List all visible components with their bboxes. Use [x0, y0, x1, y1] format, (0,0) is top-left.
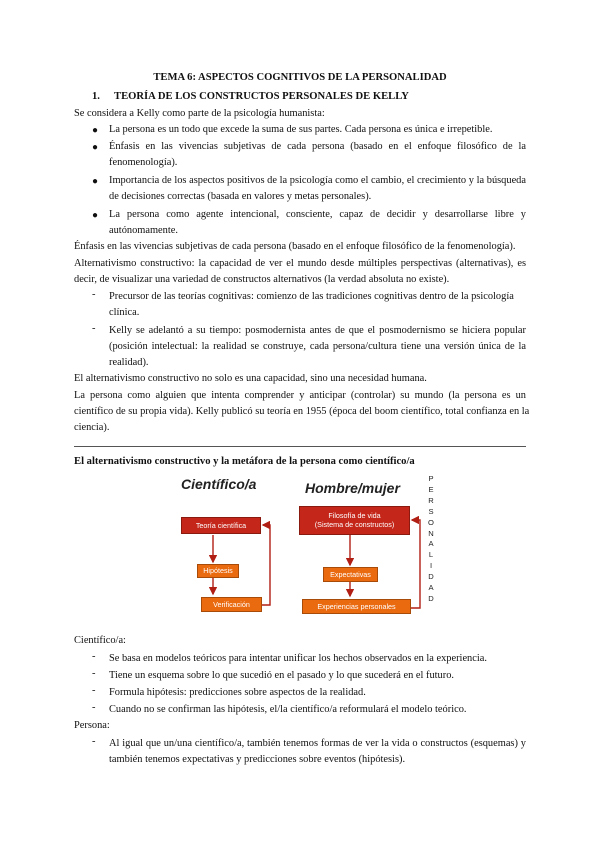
dash-marker: - — [92, 289, 96, 300]
paragraph-enfasis: Énfasis en las vivencias subjetivas de cada persona (basado en el enfoque filosófico de la fenomenología). — [74, 241, 516, 252]
page-title: TEMA 6: ASPECTOS COGNITIVOS DE LA PERSONALIDAD — [153, 72, 447, 83]
vertical-letter: O — [428, 517, 434, 527]
box-hipotesis: Hipótesis — [197, 564, 239, 578]
section-heading — [92, 91, 409, 102]
dash-line: Al igual que un/una científico/a, también tenemos formas de ver la vida o constructos (esquemas) y — [109, 738, 526, 749]
section-heading-text: TEORÍA DE LOS CONSTRUCTOS PERSONALES DE KELLY — [114, 91, 409, 102]
box-filosofia-de-vida — [299, 506, 410, 535]
vertical-letter: N — [428, 528, 434, 538]
dash-marker: - — [92, 736, 96, 747]
bullet-line: de decisiones correctas (basada en valores y metas personales). — [109, 191, 372, 202]
arrow-feedback — [261, 525, 270, 605]
arrow-feedback — [410, 520, 420, 608]
section-number: 1. — [92, 91, 100, 102]
vertical-letter: I — [429, 561, 433, 571]
paragraph-alternativismo: decir, de visualizar una variedad de constructos alternativos (la verdad absoluta no existe). — [74, 274, 450, 285]
vertical-letter: A — [428, 539, 434, 549]
figure-right-title: Hombre/mujer — [305, 480, 400, 496]
bullet-line: Énfasis en las vivencias subjetivas de cada persona (basado en el enfoque filosófico de la — [109, 141, 526, 152]
bullet-line: Importancia de los aspectos positivos de la psicología como el cambio, el crecimiento y la búsqueda — [109, 175, 526, 186]
persona-label: Persona: — [74, 720, 110, 731]
paragraph-persona: La persona como alguien que intenta comprender y anticipar (controlar) su mundo (la persona es un — [74, 390, 526, 401]
dash-line: Kelly se adelantó a su tiempo: posmodernista antes de que el posmodernismo se hiciera popular — [109, 325, 526, 336]
figure-left-title: Científico/a — [181, 476, 257, 492]
bullet-icon: ● — [92, 125, 99, 136]
dash-line: Formula hipótesis: predicciones sobre aspectos de la realidad. — [109, 687, 366, 698]
dash-line: Se basa en modelos teóricos para intentar unificar los hechos observados en la experiencia. — [109, 653, 487, 664]
box-teoria-cientifica: Teoría científica — [181, 517, 261, 534]
dash-line: (posición intelectual: la realidad se construye, cada persona/cultura tiene una versión única de la — [109, 341, 526, 352]
vertical-letter: E — [428, 484, 434, 494]
vertical-personalidad — [426, 474, 436, 605]
dash-line: Cuando no se confirman las hipótesis, el/la científico/a reformulará el modelo teórico. — [109, 704, 467, 715]
paragraph-persona: ciencia). — [74, 422, 110, 433]
bullet-icon: ● — [92, 210, 99, 221]
bullet-line: La persona como agente intencional, consciente, capaz de decidir y desarrollarse libre y — [109, 209, 526, 220]
vertical-letter: A — [428, 583, 434, 593]
box-filosofia-line: (Sistema de constructos) — [314, 520, 395, 529]
vertical-letter: P — [428, 474, 434, 483]
cientifico-label: Científico/a: — [74, 635, 126, 646]
bullet-icon: ● — [92, 142, 99, 153]
box-experiencias-personales: Experiencias personales — [302, 599, 411, 614]
dash-line: realidad). — [109, 357, 149, 368]
bullet-line: fenomenología). — [109, 157, 178, 168]
paragraph-necesidad: El alternativismo constructivo no solo es una capacidad, sino una necesidad humana. — [74, 373, 427, 384]
intro-paragraph: Se considera a Kelly como parte de la psicología humanista: — [74, 108, 325, 119]
vertical-letter: S — [428, 506, 434, 516]
vertical-letter: R — [428, 495, 434, 505]
vertical-letter: D — [428, 593, 434, 603]
dash-line: también tenemos expectativas y predicciones sobre eventos (hipótesis). — [109, 754, 406, 765]
vertical-letter: L — [428, 550, 434, 560]
box-expectativas: Expectativas — [323, 567, 378, 582]
dash-line: clínica. — [109, 307, 140, 318]
box-verificacion-empirica: Verificación empírica — [201, 597, 262, 612]
dash-marker: - — [92, 651, 96, 662]
dash-line: Precursor de las teorías cognitivas: comienzo de las tradiciones cognitivas dentro de la psicología — [109, 291, 514, 302]
dash-marker: - — [92, 685, 96, 696]
paragraph-alternativismo: Alternativismo constructivo: la capacidad de ver el mundo desde múltiples perspectivas (alternativas), es — [74, 258, 526, 269]
paragraph-persona: científico de su propia vida). Kelly publicó su teoría en 1955 (época del boom científico, total confianza en la — [74, 406, 530, 417]
dash-line: Tiene un esquema sobre lo que sucedió en el pasado y lo que sucederá en el futuro. — [109, 670, 455, 681]
bullet-line: La persona es un todo que excede la suma de sus partes. Cada persona es única e irrepetible. — [109, 124, 493, 135]
figure-subheading: El alternativismo constructivo y la metáfora de la persona como científico/a — [74, 456, 415, 467]
bullet-line: autónomamente. — [109, 225, 178, 236]
vertical-letter: D — [428, 572, 434, 582]
bullet-icon: ● — [92, 176, 99, 187]
box-filosofia-line: Filosofía de vida — [328, 511, 381, 520]
dash-marker: - — [92, 702, 96, 713]
dash-marker: - — [92, 668, 96, 679]
dash-marker: - — [92, 323, 96, 334]
horizontal-divider — [74, 446, 526, 447]
